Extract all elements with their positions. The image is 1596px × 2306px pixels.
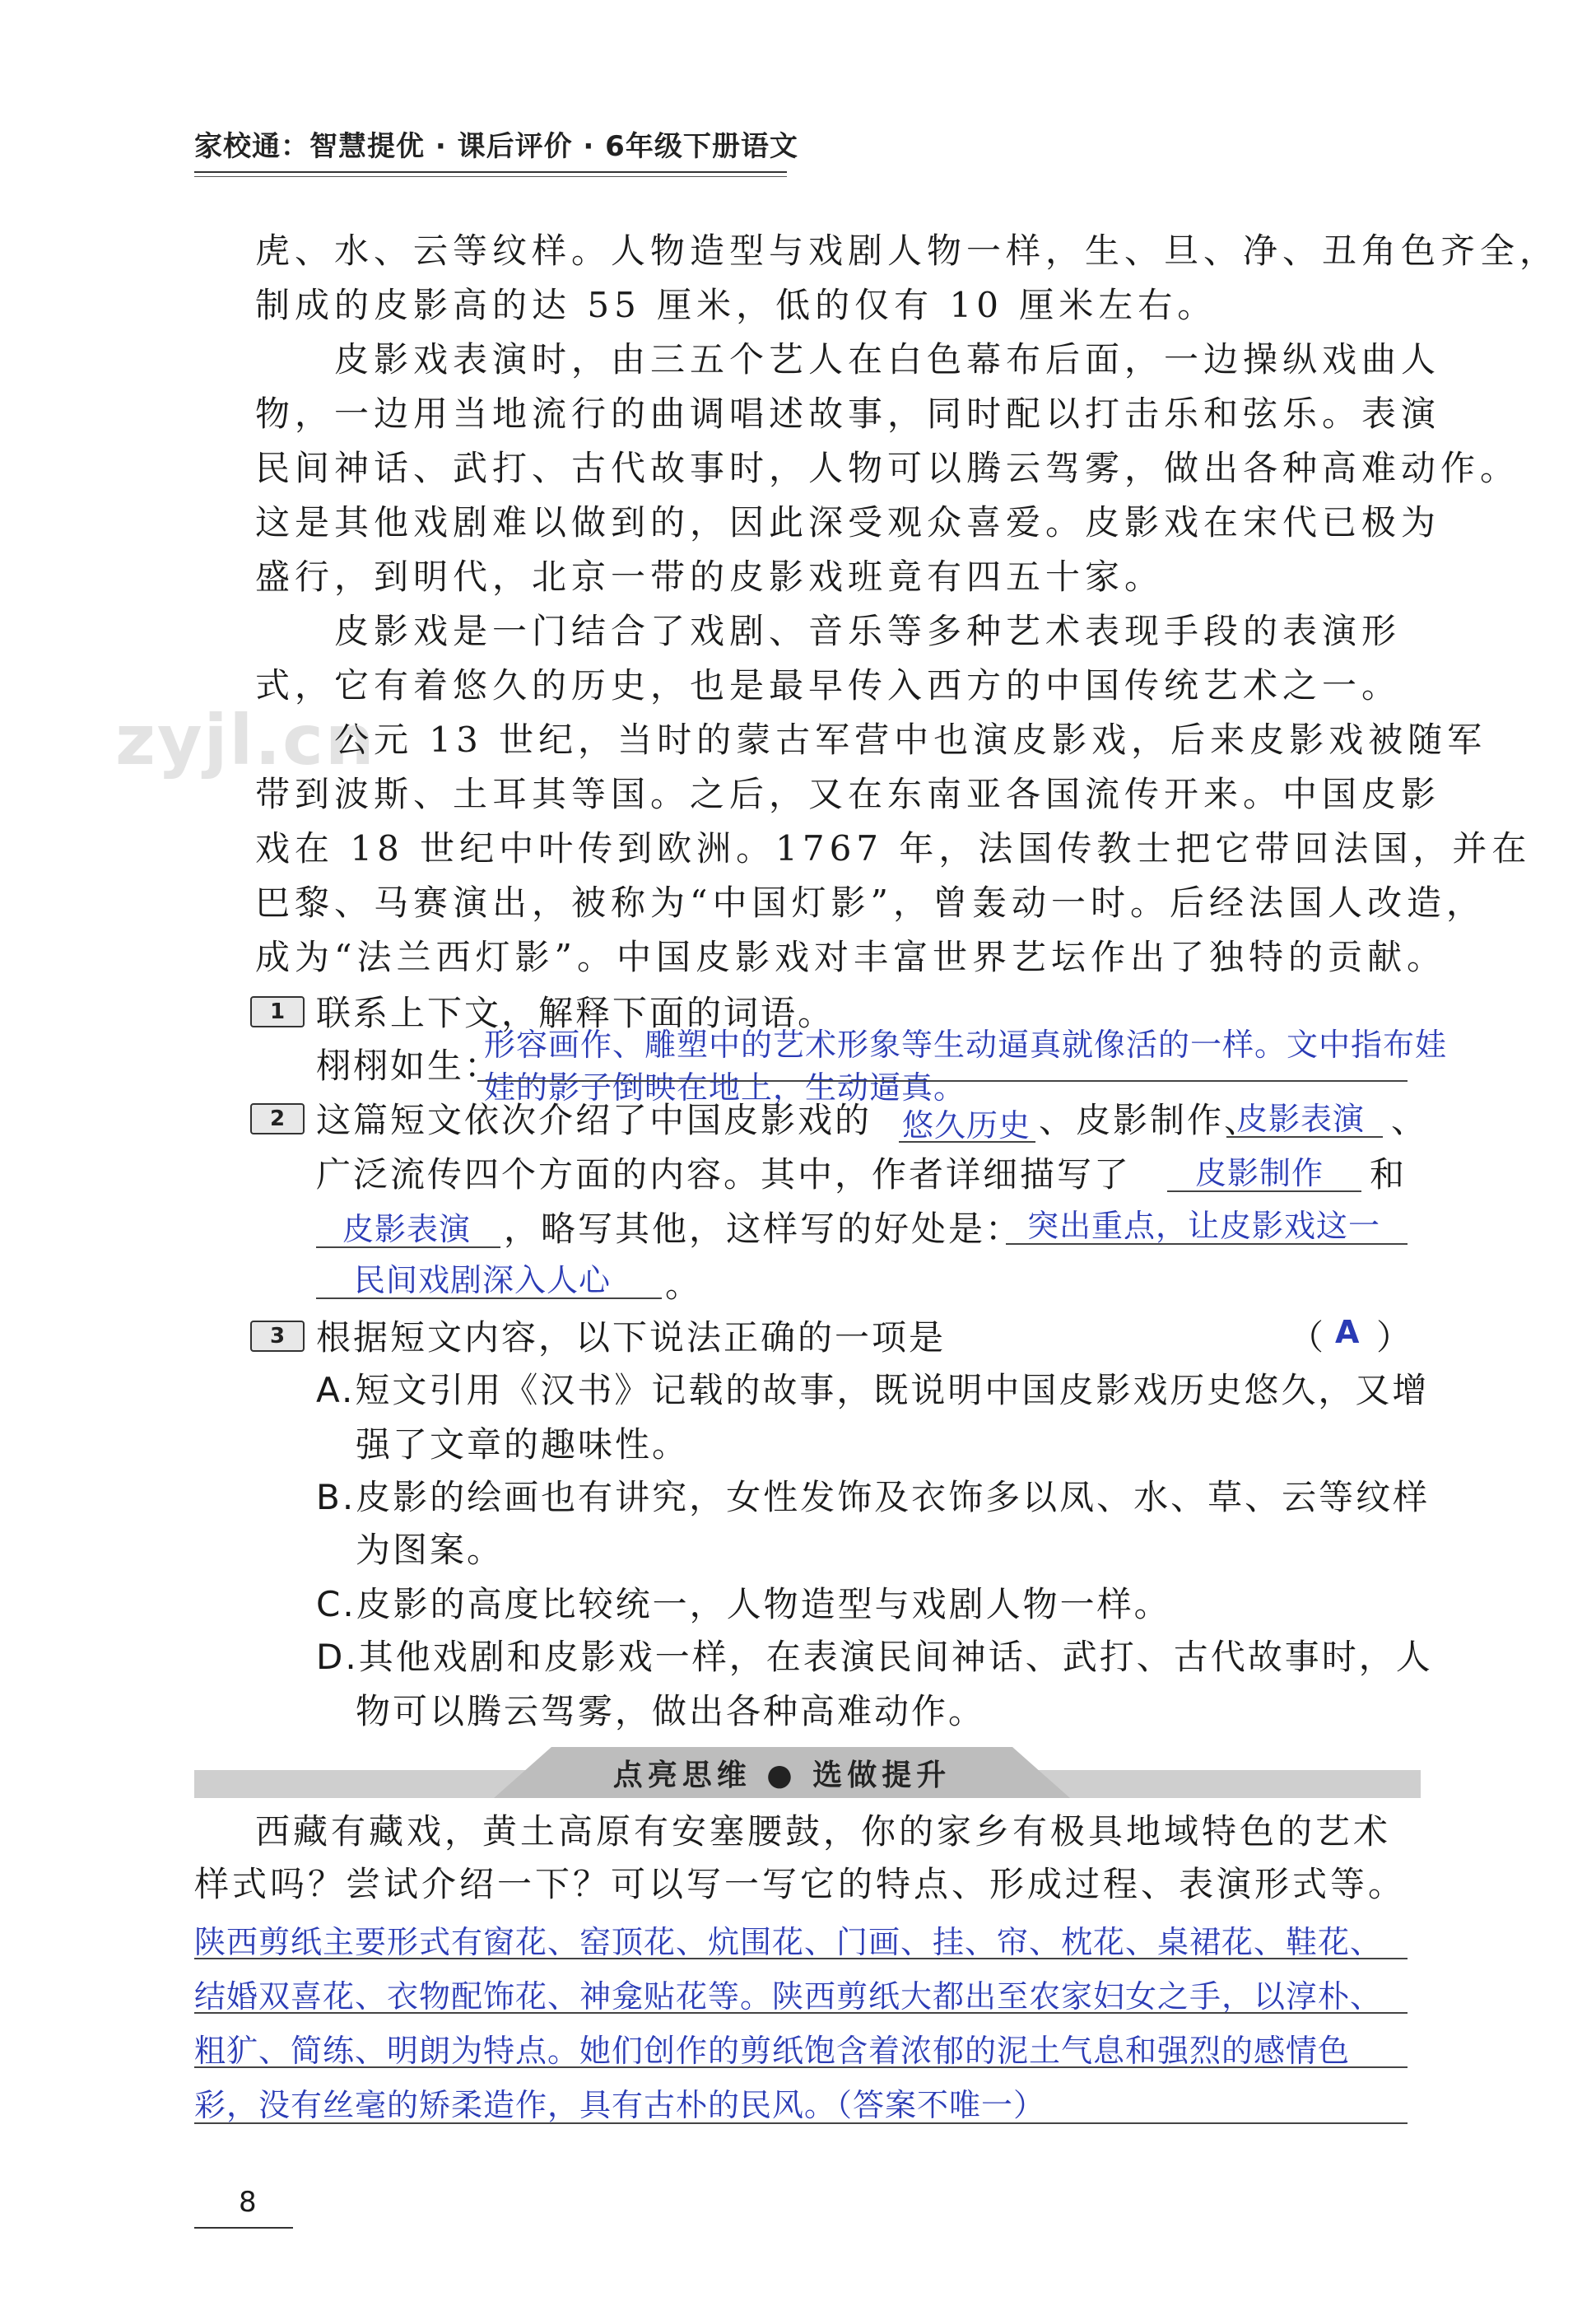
q2-text: 、 — [1391, 1100, 1429, 1140]
answer-underline — [194, 2122, 1408, 2124]
q2-text: 。 — [665, 1265, 703, 1305]
q3-answer: A — [1335, 1314, 1361, 1350]
watermark: zyjl.cn — [115, 700, 376, 780]
q2-text: 、皮影制作、 — [1039, 1100, 1262, 1140]
text-line: 皮影戏表演时，由三五个艺人在白色幕布后面，一边操纵戏曲人 — [255, 339, 1441, 380]
question-number-badge: 1 — [250, 996, 305, 1027]
question-number-badge: 3 — [250, 1321, 305, 1352]
text-line: 盛行，到明代，北京一带的皮影戏班竟有四五十家。 — [255, 557, 1165, 597]
q2-blank-1: 悠久历史 — [902, 1107, 1031, 1144]
q1-answer-line-1: 形容画作、雕塑中的艺术形象等生动逼真就像活的一样。文中指布娃 — [484, 1027, 1448, 1063]
extension-answer-line: 陕西剪纸主要形式有窗花、窑顶花、炕围花、门画、挂、帘、枕花、桌裙花、鞋花、 — [194, 1924, 1383, 1960]
page-number-rule — [194, 2227, 293, 2229]
q3-stem: 根据短文内容，以下说法正确的一项是 — [316, 1317, 947, 1358]
option-b-line-1: B.皮影的绘画也有讲究，女性发饰及衣饰多以凤、水、草、云等纹样 — [316, 1477, 1431, 1517]
blank-underline — [316, 1246, 500, 1248]
text-line: 公元 13 世纪，当时的蒙古军营中也演皮影戏，后来皮影戏被随军 — [255, 720, 1487, 760]
answer-paren-left: （ — [1289, 1317, 1327, 1358]
text-line: 巴黎、马赛演出，被称为“中国灯影”，曾轰动一时。后经法国人改造， — [255, 883, 1486, 923]
q2-text: 和 — [1370, 1154, 1408, 1195]
section-banner-title: 点亮思维 ● 选做提升 — [612, 1759, 952, 1792]
running-header: 家校通：智慧提优 · 课后评价 · 6年级下册语文 — [194, 130, 798, 163]
q2-text: 广泛流传四个方面的内容。其中，作者详细描写了 — [316, 1154, 1132, 1195]
q2-blank-5b: 民间戏剧深入人心 — [354, 1262, 612, 1298]
text-line: 这是其他戏剧难以做到的，因此深受观众喜爱。皮影戏在宋代已极为 — [255, 502, 1441, 543]
q2-blank-4: 皮影表演 — [342, 1211, 472, 1247]
q1-term: 栩栩如生： — [316, 1046, 502, 1086]
answer-underline — [194, 2066, 1408, 2068]
text-line: 虎、水、云等纹样。人物造型与戏剧人物一样，生、旦、净、丑角色齐全， — [255, 231, 1560, 271]
answer-underline — [194, 2012, 1408, 2014]
q2-text: ，略写其他，这样写的好处是： — [504, 1209, 1023, 1249]
extension-answer-line: 粗犷、简练、明朗为特点。她们创作的剪纸饱含着浓郁的泥土气息和强烈的感情色 — [194, 2033, 1351, 2069]
q1-stem: 联系上下文，解释下面的词语。 — [316, 993, 835, 1033]
option-b-line-2: 为图案。 — [356, 1530, 505, 1570]
q2-blank-3: 皮影制作 — [1195, 1155, 1324, 1191]
blank-underline — [316, 1297, 662, 1299]
extension-answer-line: 彩，没有丝毫的矫柔造作，具有古朴的民风。（答案不唯一） — [194, 2087, 1046, 2123]
paragraph-1 — [255, 224, 1560, 333]
extension-answer-line: 结婚双喜花、衣物配饰花、神龛贴花等。陕西剪纸大都出至农家妇女之手，以淳朴、 — [194, 1978, 1383, 2015]
text-line: 皮影戏是一门结合了戏剧、音乐等多种艺术表现手段的表演形 — [255, 611, 1402, 651]
text-line: 式，它有着悠久的历史，也是最早传入西方的中国传统艺术之一。 — [255, 665, 1402, 706]
text-line: 民间神话、武打、古代故事时，人物可以腾云驾雾，做出各种高难动作。 — [255, 448, 1520, 488]
text-line: 戏在 18 世纪中叶传到欧洲。1767 年，法国传教士把它带回法国，并在 — [255, 828, 1532, 869]
extension-prompt-line-2: 样式吗？尝试介绍一下？可以写一写它的特点、形成过程、表演形式等。 — [194, 1864, 1407, 1904]
answer-paren-right: ） — [1376, 1317, 1414, 1358]
answer-underline — [194, 1958, 1408, 1959]
text-line: 物，一边用当地流行的曲调唱述故事，同时配以打击乐和弦乐。表演 — [255, 394, 1441, 434]
question-number-badge: 2 — [250, 1103, 305, 1134]
extension-prompt-line-1: 西藏有藏戏，黄土高原有安塞腰鼓，你的家乡有极具地域特色的艺术 — [255, 1811, 1392, 1852]
text-line: 制成的皮影高的达 55 厘米，低的仅有 10 厘米左右。 — [255, 285, 1217, 325]
text-line: 成为“法兰西灯影”。中国皮影戏对丰富世界艺坛作出了独特的贡献。 — [255, 937, 1446, 977]
q2-text: 这篇短文依次介绍了中国皮影戏的 — [316, 1100, 872, 1140]
paragraph-2 — [255, 333, 1520, 604]
blank-underline — [1226, 1136, 1383, 1138]
blank-underline — [1006, 1243, 1408, 1245]
paragraph-4 — [255, 713, 1532, 985]
page-number: 8 — [239, 2186, 257, 2219]
blank-underline — [1167, 1190, 1361, 1192]
text-line: 带到波斯、土耳其等国。之后，又在东南亚各国流传开来。中国皮影 — [255, 774, 1441, 814]
option-d-line-1: D.其他戏剧和皮影戏一样，在表演民间神话、武打、古代故事时，人 — [316, 1637, 1433, 1677]
paragraph-3 — [255, 604, 1408, 713]
option-c-line-1: C.皮影的高度比较统一，人物造型与戏剧人物一样。 — [316, 1584, 1171, 1624]
header-rule — [194, 171, 787, 173]
blank-underline — [899, 1141, 1035, 1143]
answer-underline — [477, 1080, 1408, 1082]
q2-blank-2: 皮影表演 — [1236, 1101, 1366, 1137]
header-rule-thin — [194, 176, 787, 177]
option-d-line-2: 物可以腾云驾雾，做出各种高难动作。 — [356, 1691, 986, 1731]
option-a-line-2: 强了文章的趣味性。 — [356, 1424, 690, 1465]
q1-answer-line-2: 娃的影子倒映在地上，生动逼真。 — [484, 1069, 966, 1106]
q2-blank-5a: 突出重点，让皮影戏这一 — [1027, 1208, 1381, 1244]
option-a-line-1: A.短文引用《汉书》记载的故事，既说明中国皮影戏历史悠久，又增 — [316, 1370, 1430, 1410]
